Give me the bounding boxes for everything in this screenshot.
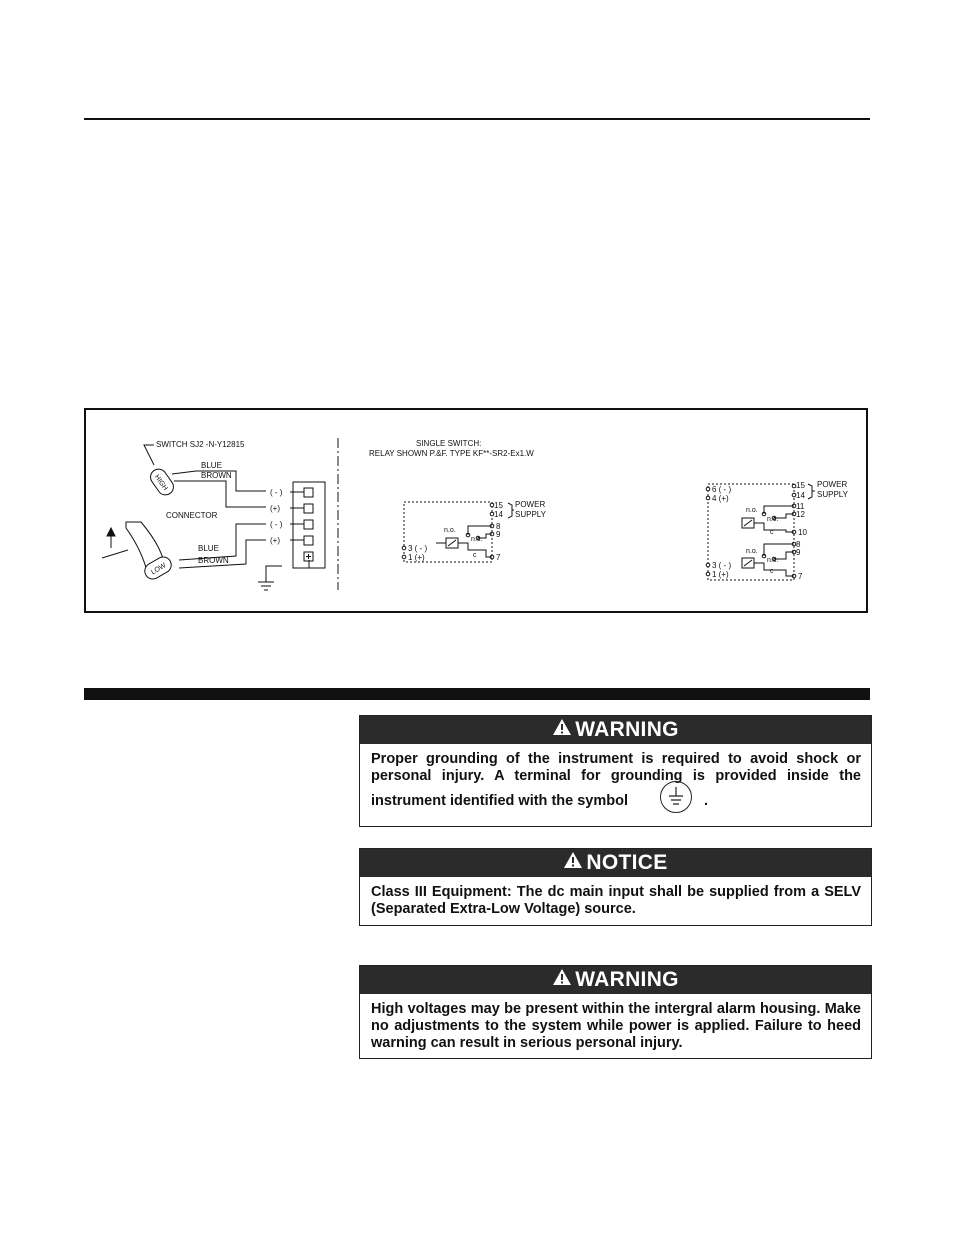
warning-header-2 [360,966,871,994]
notice-heading: NOTICE [586,851,668,874]
dual-relay-section [706,480,848,581]
notice-body: Class III Equipment: The dc main input shall be supplied from a SELV (Separated Extra-Low Voltage) source. [371,884,861,917]
warning-heading: WARNING [575,718,679,741]
right-power-label: POWER [817,480,848,489]
warning-text-end: . [704,792,709,809]
ground-symbol-icon [660,781,692,813]
mid-pin-1-plus: 1 (+) [408,553,425,562]
right-pin-15: 15 [796,481,805,490]
header-rule [84,118,870,120]
switch-label: SWITCH SJ2 -N-Y12815 [156,440,245,449]
connector-label: CONNECTOR [166,511,218,520]
section-rule [84,688,870,700]
right-pin-11: 11 [796,502,805,511]
wiring-diagram-svg [86,410,870,615]
warning-text: Proper grounding of the instrument is required to avoid shock or personal injury. A terminal for grounding is provided inside the instrument identified with the symbol [371,751,861,809]
mid-pin-3-minus: 3 ( - ) [408,544,428,553]
single-relay-section [369,439,547,562]
mid-pin-9: 9 [496,530,501,539]
mid-contact-no: n.o. [444,527,456,534]
right-supply-label: SUPPLY [817,490,848,499]
mid-power-label: POWER [515,500,546,509]
high-label: HIGH [152,473,169,493]
wire-bottom-brown: BROWN [198,556,229,565]
notice-triangle-icon [563,851,583,875]
right-pin-14: 14 [796,491,805,500]
mid-pin-7: 7 [496,553,501,562]
mid-supply-label: SUPPLY [515,510,546,519]
warning-heading-2: WARNING [575,968,679,991]
mid-contact-c: c [473,552,477,559]
relay-type-title: RELAY SHOWN P.&F. TYPE KF**-SR2-Ex1.W [369,449,534,458]
right-contact-c-1: c [770,529,774,536]
high-voltage-warning [359,965,872,1059]
notice-header [360,849,871,877]
right-pin-12: 12 [796,510,805,519]
right-pin-3-minus: 3 ( - ) [712,561,732,570]
terminal-4: (+) [270,536,280,545]
terminal-3: ( - ) [270,520,283,529]
warning-body-2: High voltages may be present within the intergral alarm housing. Make no adjustments to the system while power is applied. Failure to heed warning can result in serious personal injury. [371,1001,861,1051]
wire-top-brown: BROWN [201,471,232,480]
grounding-warning [359,715,872,827]
right-pin-1-plus: 1 (+) [712,570,729,579]
right-pin-10: 10 [798,528,807,537]
mid-pin-8: 8 [496,522,501,531]
warning-triangle-icon [552,718,572,742]
single-switch-title: SINGLE SWITCH: [416,439,482,448]
right-pin-4-plus: 4 (+) [712,494,729,503]
right-contact-c-2: c [770,568,774,575]
low-label: LOW [150,562,168,577]
right-pin-8: 8 [796,540,801,549]
switch-connector-section [102,438,338,590]
terminal-1: ( - ) [270,488,283,497]
wiring-diagram [84,408,868,613]
terminal-2: (+) [270,504,280,513]
right-contact-no-2: n.o. [746,548,758,555]
right-contact-no-1: n.o. [746,507,758,514]
mid-contact-nc: n.c. [471,536,483,543]
selv-notice [359,848,872,926]
warning-triangle-icon-2 [552,968,572,992]
right-contact-nc-2: n.c. [767,557,779,564]
right-contact-nc-1: n.c. [767,516,779,523]
wire-top-blue: BLUE [201,461,222,470]
right-pin-7: 7 [798,572,803,581]
warning-body [360,744,871,825]
wire-bottom-blue: BLUE [198,544,219,553]
right-pin-9: 9 [796,548,801,557]
mid-pin-14: 14 [494,510,503,519]
right-pin-6-minus: 6 ( - ) [712,485,732,494]
mid-pin-15: 15 [494,501,503,510]
warning-header [360,716,871,744]
